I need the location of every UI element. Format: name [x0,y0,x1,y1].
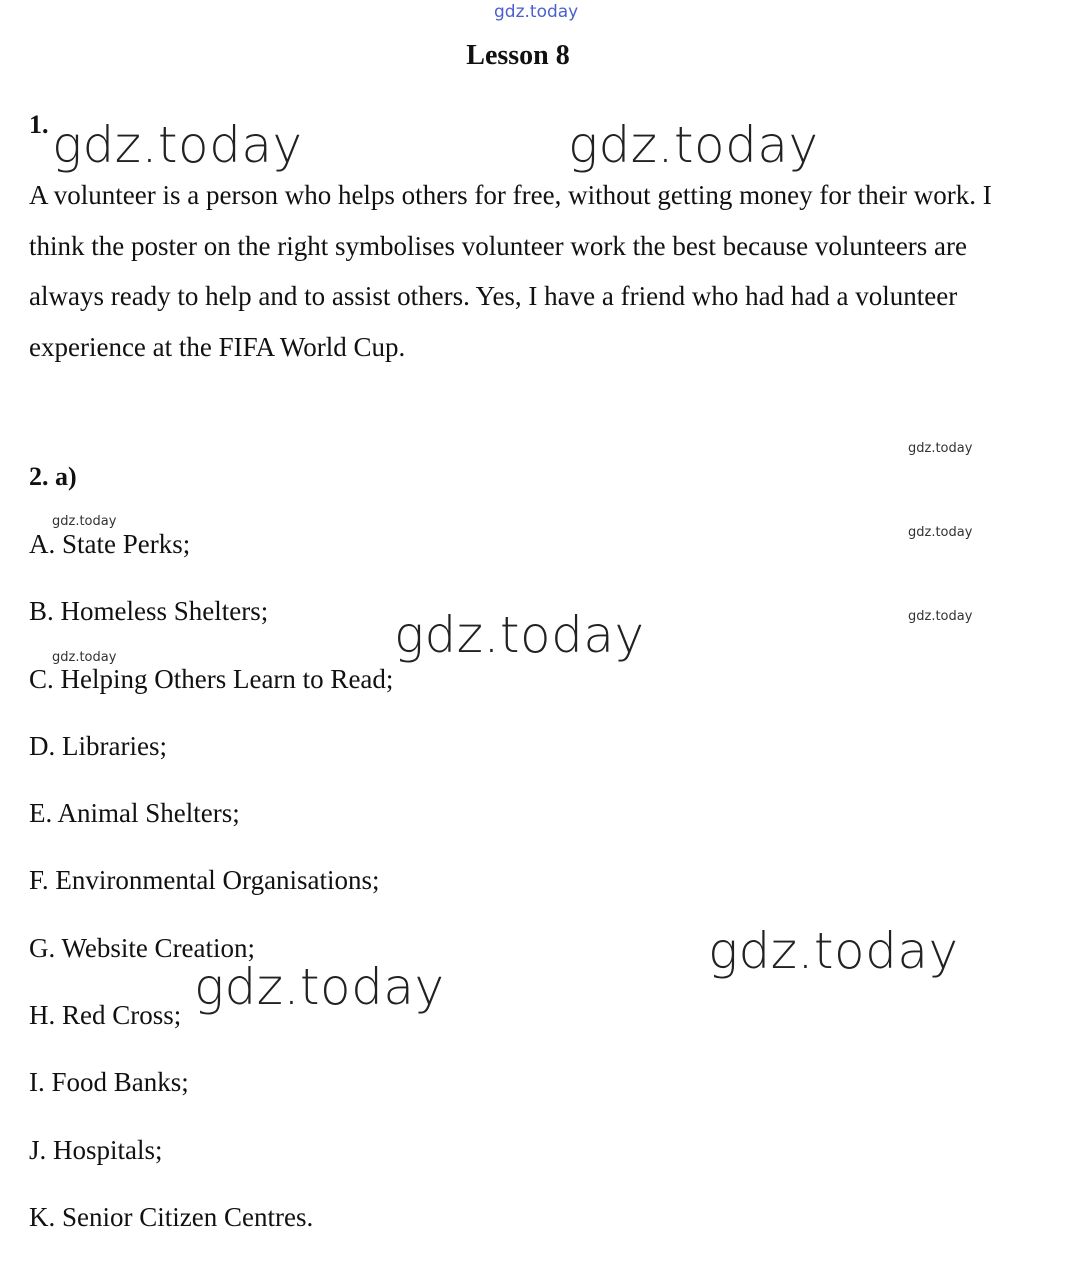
list-item: H. Red Cross; [29,1000,182,1031]
list-item: E. Animal Shelters; [29,798,240,829]
answer-list [29,525,393,1265]
watermark: gdz.today [908,441,973,456]
list-item: K. Senior Citizen Centres. [29,1201,314,1232]
watermark: gdz.today [194,958,445,1016]
section-1-paragraph: A volunteer is a person who helps others for free, without getting money for their work. I think the poster on the right symbolises volunteer work the best because volunteers are always ready to help and to assist others. Yes, I have a friend who had had a volunteer experience at the FIFA World Cup. [29,180,992,362]
list-item: J. Hospitals; [29,1134,163,1165]
watermark-top: gdz.today [494,2,579,22]
list-item: D. Libraries; [29,730,167,761]
watermark: gdz.today [568,116,819,174]
watermark: gdz.today [52,116,303,174]
section-1-number: 1. [29,110,49,139]
page-title: Lesson 8 [466,40,570,71]
list-item: F. Environmental Organisations; [29,865,380,896]
list-item: I. Food Banks; [29,1067,189,1098]
watermark: gdz.today [52,514,117,529]
list-item: G. Website Creation; [29,932,256,963]
list-item: B. Homeless Shelters; [29,596,269,627]
watermark: gdz.today [708,922,959,980]
list-item: C. Helping Others Learn to Read; [29,663,394,694]
watermark: gdz.today [908,525,973,540]
list-item: A. State Perks; [29,529,191,559]
section-2-number: 2. a) [29,462,77,491]
watermark: gdz.today [394,606,645,664]
watermark: gdz.today [908,609,973,624]
watermark: gdz.today [52,650,117,665]
